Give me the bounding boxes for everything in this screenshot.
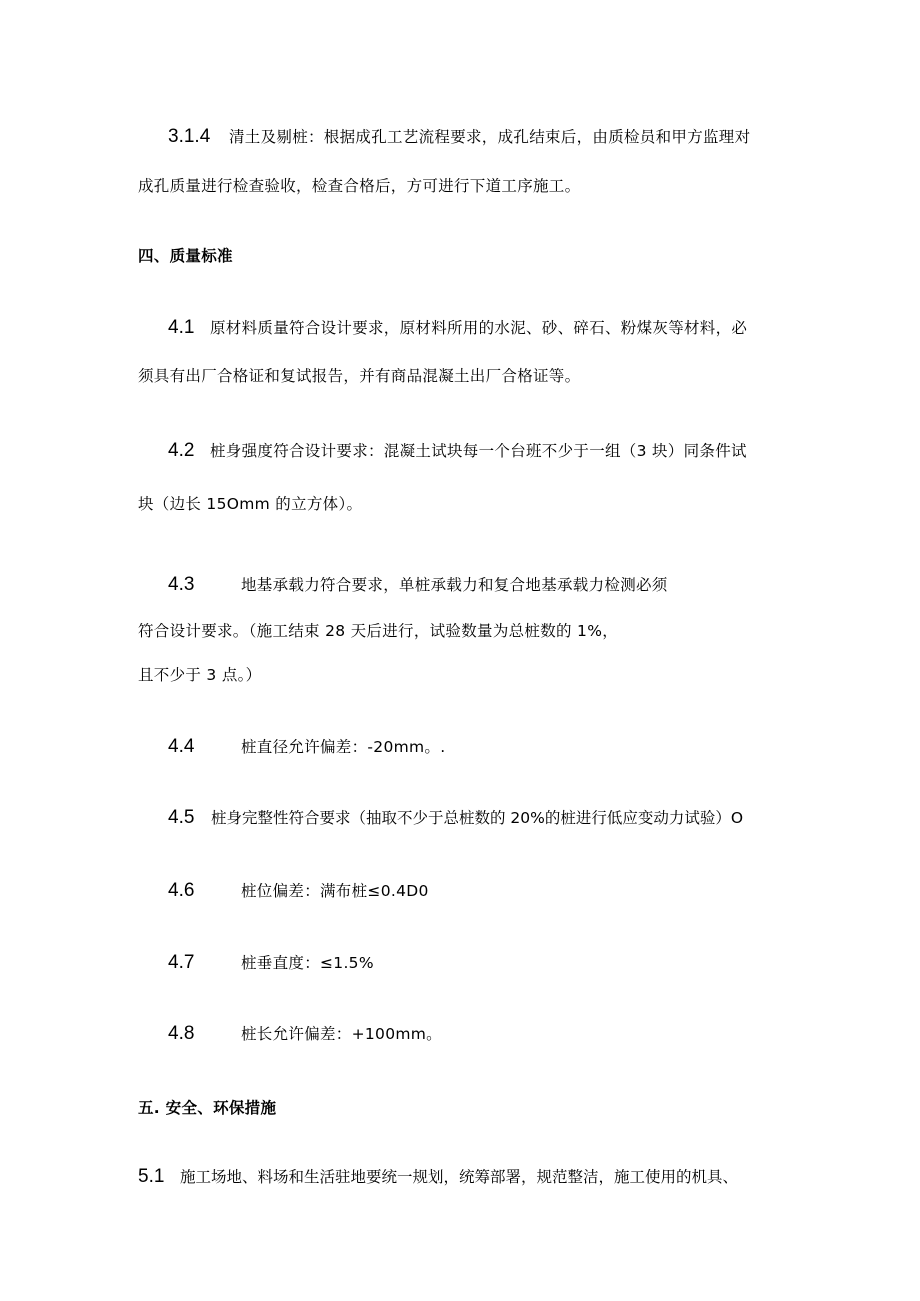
- clause-number-4-4: 4.4: [168, 736, 195, 757]
- clause-number-4-5: 4.5: [168, 807, 195, 828]
- clause-number-4-7: 4.7: [168, 952, 195, 973]
- clause-3-1-4-line-2: 成孔质量进行检查验收，检查合格后，方可进行下道工序施工。: [138, 177, 581, 195]
- clause-number-4-3: 4.3: [168, 574, 195, 595]
- clause-4-3-line-1: 地基承载力符合要求，单桩承载力和复合地基承载力检测必须: [241, 576, 668, 594]
- clause-4-3-line-2: 符合设计要求。（施工结束 28 天后进行，试验数量为总桩数的 1%，: [138, 622, 619, 640]
- clause-4-7-text: 桩垂直度：≤1.5%: [241, 954, 374, 972]
- clause-5-1-line-1: 施工场地、料场和生活驻地要统一规划，统筹部署，规范整洁，施工使用的机具、: [180, 1168, 739, 1186]
- clause-number-4-1: 4.1: [168, 317, 195, 338]
- clause-4-5-text: 桩身完整性符合要求（抽取不少于总桩数的 20%的桩进行低应变动力试验）O: [211, 809, 744, 827]
- clause-number-4-6: 4.6: [168, 880, 195, 901]
- clause-4-4-text: 桩直径允许偏差：-20mm。.: [241, 738, 446, 756]
- section-4-heading: 四、质量标准: [138, 247, 233, 265]
- clause-4-1-line-2: 须具有出厂合格证和复试报告，并有商品混凝土出厂合格证等。: [138, 367, 581, 385]
- section-5-heading: 五. 安全、环保措施: [138, 1099, 277, 1117]
- clause-4-2-line-1: 桩身强度符合设计要求：混凝土试块每一个台班不少于一组（3 块）同条件试: [210, 442, 747, 460]
- clause-4-8-text: 桩长允许偏差：+100mm。: [241, 1025, 442, 1043]
- clause-number-4-2: 4.2: [168, 440, 195, 461]
- clause-3-1-4-line-1: 清土及剔桩：根据成孔工艺流程要求，成孔结束后，由质检员和甲方监理对: [229, 128, 751, 146]
- clause-4-1-line-1: 原材料质量符合设计要求，原材料所用的水泥、砂、碎石、粉煤灰等材料，必: [210, 319, 748, 337]
- clause-number-3-1-4: 3.1.4: [168, 126, 211, 147]
- clause-number-5-1: 5.1: [138, 1166, 165, 1187]
- clause-4-6-text: 桩位偏差：满布桩≤0.4D0: [241, 882, 429, 900]
- clause-4-3-line-3: 且不少于 3 点。）: [138, 666, 262, 684]
- clause-number-4-8: 4.8: [168, 1023, 195, 1044]
- clause-4-2-line-2: 块（边长 15Omm 的立方体）。: [138, 495, 363, 513]
